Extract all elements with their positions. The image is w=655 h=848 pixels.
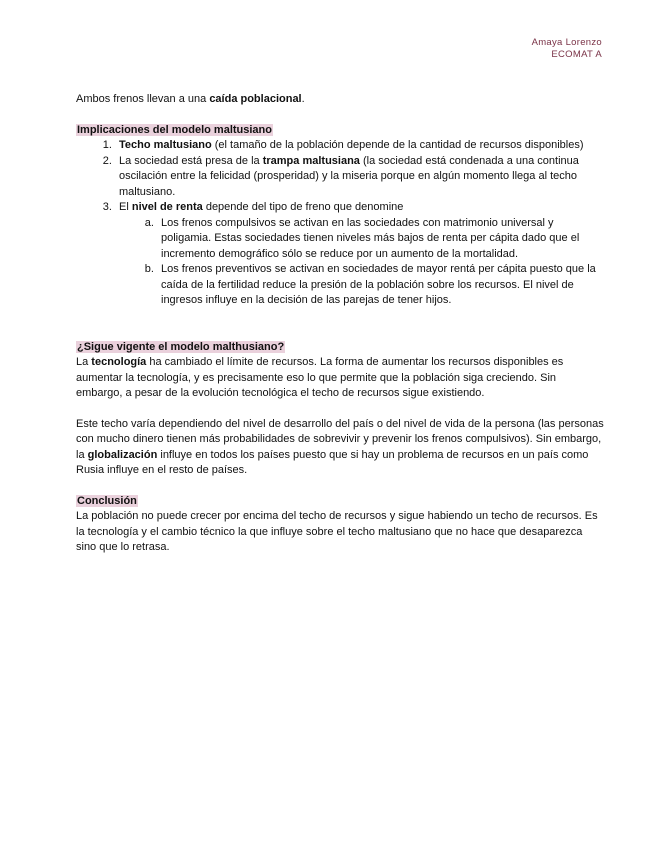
item-bold: trampa maltusiana: [262, 154, 360, 167]
implications-heading: [76, 123, 604, 139]
p1-bold: tecnología: [91, 356, 147, 368]
author-name: Amaya Lorenzo: [531, 37, 602, 48]
list-item: [115, 200, 604, 309]
item-text: (el tamaño de la población depende de la cantidad de recursos disponibles): [211, 139, 584, 151]
implications-list: [76, 138, 604, 309]
item-text-before: El: [119, 201, 132, 213]
item-text: depende del tipo de freno que denomine: [202, 201, 404, 213]
intro-paragraph: [76, 92, 604, 108]
implications-title: Implicaciones del modelo maltusiano: [77, 123, 272, 136]
vigente-heading: [76, 340, 604, 356]
p2-text: Este techo varía dependiendo del nivel de desarrollo del país o del nivel de vida de la persona (las personas con mucho dinero tienen más probabilidades de sobrevivir y prevenir los frenos compulsivos). Sin embargo, la: [76, 417, 604, 461]
intro-text: Ambos frenos llevan a una: [76, 93, 210, 105]
item-text-before: La sociedad está presa de la: [119, 154, 263, 167]
list-item: [115, 138, 604, 154]
p1-text-after: ha cambiado el límite de recursos. La forma de aumentar los recursos disponibles es aumentar la tecnología, y es precisamente eso lo que permite que la población siga creciendo. Sin embargo, a pesar de la evolución tecnológica el techo de recursos sigue existiendo.: [76, 356, 564, 399]
p2-text-after: influye en todos los países puesto que si hay un problema de recursos en un país como Rusia influye en el resto de países.: [76, 448, 589, 476]
sub-list-item: b. Los frenos preventivos se activan en sociedades de mayor rentá per cápita puesto que la caída de la fertilidad reduce la presión de la población sobre los recursos. El nivel de ingresos influye en la decisión de las parejas de tener hijos.: [157, 262, 604, 309]
intro-end: .: [301, 93, 305, 105]
document-body: [76, 92, 604, 556]
sub-list-item: a. Los frenos compulsivos se activan en las sociedades con matrimonio universal y poligamia. Estas sociedades tienen niveles más bajos de renta per cápita dado que el incremento demográfico sólo se reduce por un aumento de la mortalidad.: [157, 216, 604, 263]
page-header: [532, 37, 602, 61]
intro-bold: caída poblacional: [209, 93, 302, 105]
item-text: (la sociedad está condenada a una continua oscilación entre la felicidad (prosperidad) y la miseria porque en algún momento llega al techo maltusiano.: [119, 154, 579, 198]
p2-bold: globalización: [87, 448, 158, 461]
vigente-paragraph-2: [76, 417, 604, 479]
conclusion-paragraph: La población no puede crecer por encima del techo de recursos y sigue habiendo un techo de recursos. Es la tecnología y el cambio técnico la que influye sobre el techo maltusiano que no hace que desaparezca sino que lo retrasa.: [76, 510, 598, 553]
list-item: [115, 154, 604, 201]
vigente-title: ¿Sigue vigente el modelo malthusiano?: [77, 340, 285, 353]
conclusion-title: Conclusión: [77, 494, 137, 507]
item-bold: nivel de renta: [131, 201, 203, 213]
conclusion-heading: [76, 494, 604, 510]
sub-list: [119, 216, 604, 309]
item-bold: Techo maltusiano: [119, 139, 212, 151]
p1-text: La: [76, 356, 92, 368]
course-code: ECOMAT A: [551, 49, 602, 60]
vigente-paragraph-1: [76, 355, 604, 402]
